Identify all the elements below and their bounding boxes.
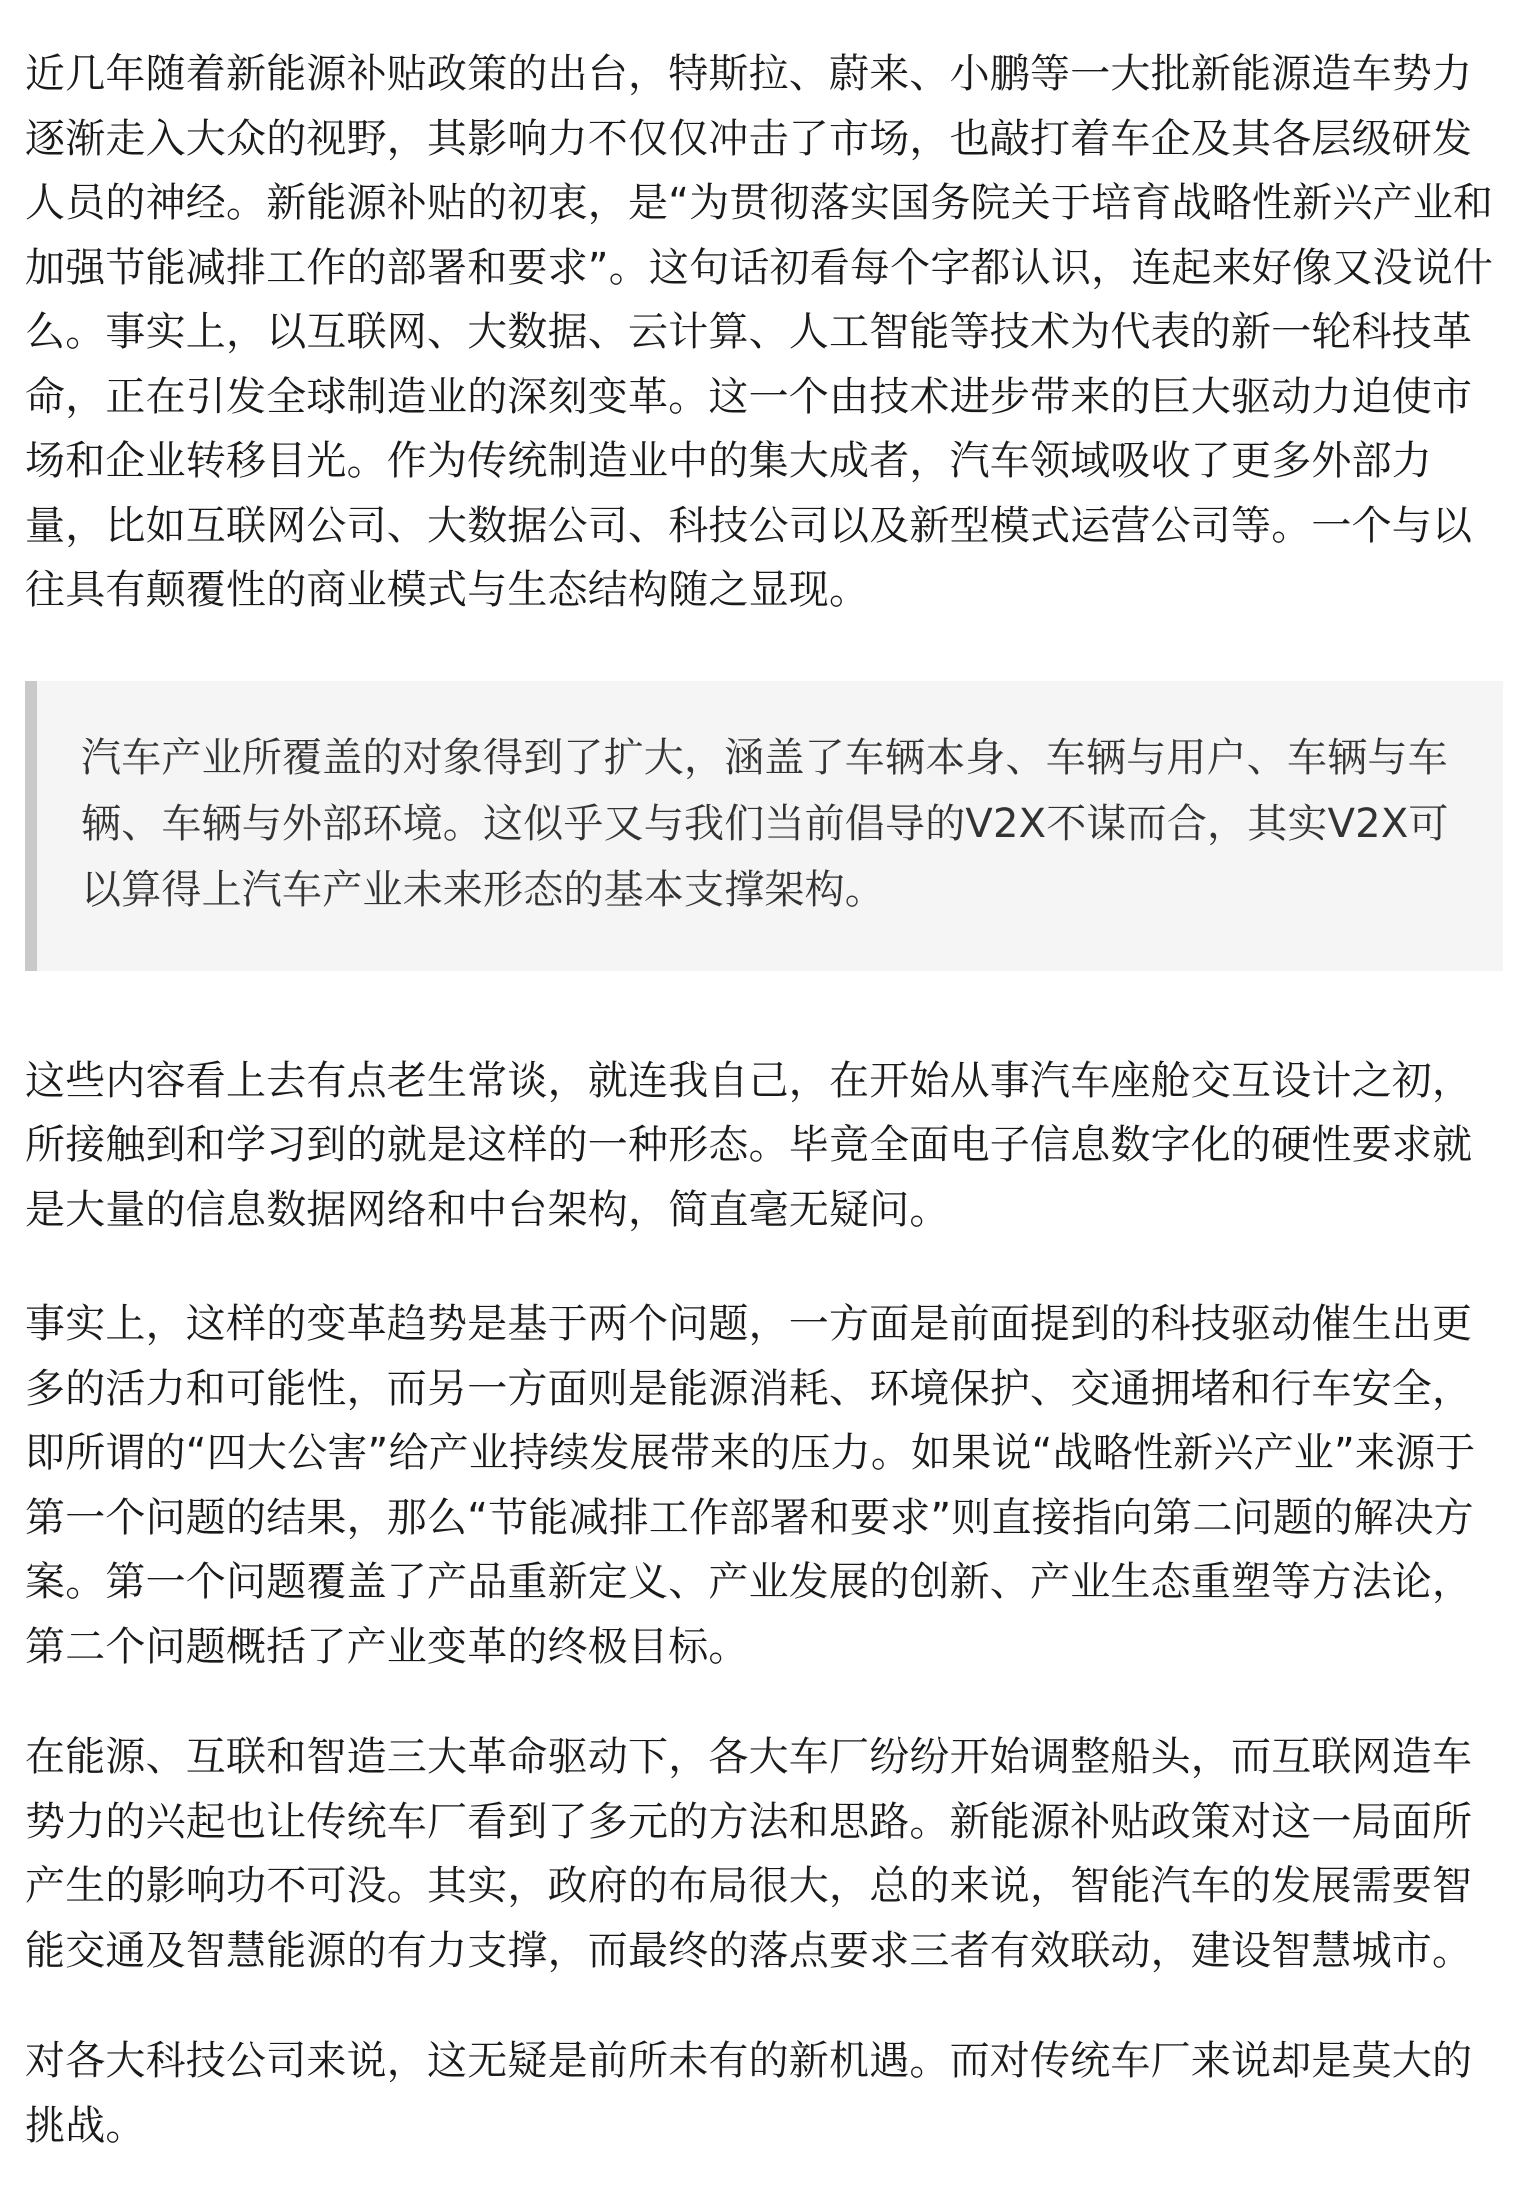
blockquote [25, 681, 1503, 971]
blockquote-text: 汽车产业所覆盖的对象得到了扩大，涵盖了车辆本身、车辆与用户、车辆与车辆、车辆与外部环境。这似乎又与我们当前倡导的V2X不谋而合，其实V2X可以算得上汽车产业未来形态的基本支撑架构。 [81, 734, 1449, 913]
article-paragraph-5: 对各大科技公司来说，这无疑是前所未有的新机遇。而对传统车厂来说却是莫大的挑战。 [25, 2038, 1473, 2149]
article-paragraph-4: 在能源、互联和智造三大革命驱动下，各大车厂纷纷开始调整船头，而互联网造车势力的兴起也让传统车厂看到了多元的方法和思路。新能源补贴政策对这一局面所产生的影响功不可没。其实，政府的布局很大，总的来说，智能汽车的发展需要智能交通及智慧能源的有力支撑，而最终的落点要求三者有效联动，建设智慧城市。 [25, 1734, 1473, 1974]
article-paragraph-3: 事实上，这样的变革趋势是基于两个问题，一方面是前面提到的科技驱动催生出更多的活力和可能性，而另一方面则是能源消耗、环境保护、交通拥堵和行车安全，即所谓的“四大公害”给产业持续发展带来的压力。如果说“战略性新兴产业”来源于第一个问题的结果，那么“节能减排工作部署和要求”则直接指向第二问题的解决方案。第一个问题覆盖了产品重新定义、产业发展的创新、产业生态重塑等方法论，第二个问题概括了产业变革的终极目标。 [25, 1301, 1476, 1670]
article-paragraph-1: 近几年随着新能源补贴政策的出台，特斯拉、蔚来、小鹏等一大批新能源造车势力逐渐走入大众的视野，其影响力不仅仅冲击了市场，也敲打着车企及其各层级研发人员的神经。新能源补贴的初衷，是“为贯彻落实国务院关于培育战略性新兴产业和加强节能减排工作的部署和要求”。这句话初看每个字都认识，连起来好像又没说什么。事实上，以互联网、大数据、云计算、人工智能等技术为代表的新一轮科技革命，正在引发全球制造业的深刻变革。这一个由技术进步带来的巨大驱动力迫使市场和企业转移目光。作为传统制造业中的集大成者，汽车领域吸收了更多外部力量，比如互联网公司、大数据公司、科技公司以及新型模式运营公司等。一个与以往具有颠覆性的商业模式与生态结构随之显现。 [25, 51, 1494, 613]
article-paragraph-2: 这些内容看上去有点老生常谈，就连我自己，在开始从事汽车座舱交互设计之初，所接触到和学习到的就是这样的一种形态。毕竟全面电子信息数字化的硬性要求就是大量的信息数据网络和中台架构，简直毫无疑问。 [25, 1057, 1473, 1233]
